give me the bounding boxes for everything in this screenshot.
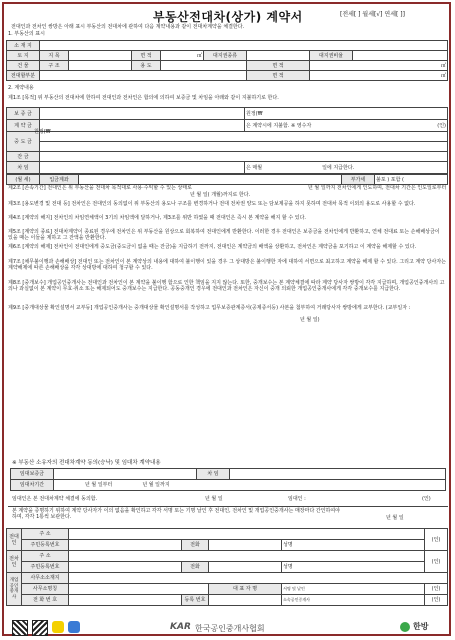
rent-note: 은 매월: [246, 164, 263, 171]
land-area-unit[interactable]: ㎡: [161, 51, 204, 61]
lessor-rrn-label: 주민등록번호: [22, 540, 69, 551]
app-icon[interactable]: [68, 621, 80, 633]
land-right-ratio-field[interactable]: [353, 51, 448, 61]
closing-date[interactable]: 년 월 일: [386, 515, 404, 521]
lease-period-label: 임대차기간: [11, 480, 54, 491]
lessor-address-label: 주 소: [22, 529, 69, 540]
contract-deposit-field[interactable]: [40, 120, 245, 132]
article-2-line3: 년 월 일( 개월)까지로 한다.: [190, 192, 251, 198]
consent-date[interactable]: 년 월 일: [205, 496, 223, 502]
use-field[interactable]: [161, 61, 247, 71]
affiliated-agent-label: 소속공인중개사: [283, 597, 311, 602]
lessor-phone-field[interactable]: [209, 540, 282, 551]
lessee-name-field: [282, 562, 425, 573]
lessee-address-label: 주 소: [22, 551, 69, 562]
article-9: 제9조 [중개대상물 확인설명서 교부등] 개업공인중개사는 중개대상물 확인설명서를 작성하고 업무보증관계증서(공제증서등) 사본을 첨부하여 거래당사자 쌍방에게 교부한다. (교부일자 :: [8, 305, 411, 311]
intro-text: 전대인과 전차인 쌍방은 아래 표시 부동산의 전대차에 관하여 다음 계약내용과 같이 전대차계약을 체결한다.: [11, 24, 245, 30]
bank-account-label: 입금계좌: [40, 175, 79, 185]
lessor-rrn-field[interactable]: [69, 540, 182, 551]
lessee-rrn-label: 주민등록번호: [22, 562, 69, 573]
structure-field[interactable]: [69, 61, 132, 71]
closing-statement: 본 계약을 증명하기 위하여 계약 당사자가 이의 없음을 확인하고 각각 서명 또는 기명 날인 후 전대인, 전차인 및 개업공인중개사는 매장마다 간인하여야 하며, 각각 1통씩 보관한다.: [12, 508, 341, 521]
land-right-ratio-label: 대지권비율: [310, 51, 353, 61]
deposit-field[interactable]: [40, 108, 245, 120]
contract-deposit-label: 계 약 금: [7, 120, 40, 132]
representative-label: 대 표 자 명: [209, 584, 282, 595]
article-6: 제6조 [계약의 해제] 전차인이 전대인에게 중도금(중도금이 없을 때는 잔금)을 지급하기 전까지, 전대인은 계약금의 배액을 상환하고, 전차인은 계약금을 포기하고 이 계약을 해제할 수 있다.: [8, 244, 417, 250]
land-category-field[interactable]: [69, 51, 132, 61]
contract-type-options[interactable]: [전세[ ] 월세[√] 연세[ ]]: [340, 11, 405, 18]
land-area-label: 면 적: [132, 51, 161, 61]
bank-account-field[interactable]: [79, 175, 342, 185]
article-3: 제3조 [용도변경 및 전대 등] 전차인은 전대인의 동의없이 위 부동산의 용도나 구조를 변경하거나 전대 전차권 양도 또는 담보제공을 하지 못하며 전대차 목적 이외의 용도로 사용할 수 없다.: [8, 201, 416, 207]
article-5: 제5조 [계약의 종료] 전대차계약이 종료된 경우에 전차인은 위 부동산을 원상으로 회복하여 전대인에게 반환한다. 이러한 경우 전대인은 보증금을 전차인에게 반환하고, 연체 전대료 또는 손해배상금이 있을 때는 이들을 제하고 그 잔액을 반환한다.: [8, 229, 440, 242]
balance-field[interactable]: [40, 152, 448, 162]
lessee-seal[interactable]: (인): [425, 551, 448, 573]
sublease-part-label: 전대할부분: [7, 71, 40, 81]
agent-label: 개업공인중개사: [7, 573, 22, 606]
building-label: 건 물: [7, 61, 40, 71]
deposit-unit: 원정(₩: [245, 108, 448, 120]
receiver-seal[interactable]: (인): [437, 122, 446, 129]
balance-label: 잔 금: [7, 152, 40, 162]
sublease-area-label: 면 적: [247, 71, 310, 81]
lessee-phone-label: 전화: [182, 562, 209, 573]
lessor-consent-seal[interactable]: (인): [422, 496, 431, 502]
qr-code-icon[interactable]: [12, 620, 28, 636]
interim-label: 중 도 금: [7, 132, 40, 152]
location-field[interactable]: [40, 41, 448, 51]
sub-deposit-field[interactable]: [54, 469, 197, 480]
vat-label: 부가세: [342, 175, 375, 185]
sublease-area-unit[interactable]: ㎡: [310, 71, 448, 81]
lessee-phone-field[interactable]: [209, 562, 282, 573]
lessor-consent-label: 임대인 :: [288, 496, 306, 502]
article-4: 제4조 [계약의 해지] 전차인의 차임연체액이 3기의 차임액에 달하거나, 제3조를 위반 하였을 때 전대인은 즉시 본 계약을 해지 할 수 있다.: [8, 215, 306, 221]
consent-table: [10, 468, 446, 491]
office-address-field[interactable]: [69, 573, 448, 584]
location-label: 소 재 지: [7, 41, 40, 51]
building-area-label: 면 적: [247, 61, 310, 71]
land-label: 토 지: [7, 51, 40, 61]
registration-field[interactable]: [209, 595, 282, 606]
office-name-label: 사무소명칭: [22, 584, 69, 595]
article-7: 제7조 [채무불이행과 손해배상] 전대인 또는 전차인이 본 계약상의 내용에 대하여 불이행이 있을 경우 그 상대방은 불이행한 자에 대하여 서면으로 최고하고 계약을 해제 할 수 있다. 그리고 계약 당사자는 계약해제에 따른 손해배상을 각각 상대방에 대하여 청구할 수 있다.: [8, 259, 446, 272]
document-title: 부동산전대차(상가) 계약서: [153, 10, 303, 24]
representative-seal[interactable]: (인): [425, 584, 448, 595]
section2-heading: 2. 계약내용: [8, 85, 34, 91]
article-2-line2: 년 월 일까지 전차인에게 인도하며, 전대차 기간은 인도일로부터: [308, 185, 447, 191]
signature-label: 서명 및 날인: [283, 586, 305, 591]
article-9-date: 년 월 일): [300, 317, 320, 323]
office-name-field[interactable]: [69, 584, 209, 595]
article-2-line1: 제2조 [존속기간] 전대인은 위 부동산을 전대차 목적대로 사용·수익할 수 있는 상태로: [8, 185, 192, 191]
registration-label: 등록 번호: [182, 595, 209, 606]
kar-logo: KAR: [170, 622, 191, 632]
building-area-unit[interactable]: ㎡: [310, 61, 448, 71]
consent-heading: ※ 부동산 소유자의 전대차계약 동의(승낙) 및 임대차 계약내용: [12, 460, 161, 466]
land-right-type-field[interactable]: [247, 51, 310, 61]
qr-code-icon-2[interactable]: [32, 620, 48, 636]
interim-field-1[interactable]: [40, 132, 448, 142]
lease-period-to[interactable]: 년 월 일까지: [142, 482, 170, 488]
sub-rent-field[interactable]: [230, 469, 446, 480]
office-phone-label: 전 화 번 호: [22, 595, 69, 606]
land-right-type-label: 대지권종류: [204, 51, 247, 61]
section1-heading: 1. 부동산의 표시: [8, 31, 45, 37]
interim-field-2[interactable]: [40, 142, 448, 152]
sublease-part-field[interactable]: [40, 71, 247, 81]
article-8: 제8조 [중개보수] 개업공인중개사는 전대인과 전차인이 본 계약을 불이행 함으로 인한 책임을 지지 않는다. 또한, 중개보수는 본 계약체결에 따라 계약 당사자 쌍방이 각각 지급하며, 개업공인중개사의 고의나 과실없이 본 계약이 무효·취소 또는 해제되어도 중개보수는 지급한다. 공동중개인 경우에 전대인과 전차인은 자신이 중개 의뢰한 개업공인중개사에게 각각 중개보수를 지급한다.: [8, 280, 445, 293]
vat-excluded-option[interactable]: 불포 ): [376, 176, 390, 183]
receiver-label: ※ 영수자: [291, 122, 312, 129]
rent-unit: 원정(₩: [34, 129, 51, 135]
hanbang-logo-icon: [400, 622, 410, 632]
kakao-icon[interactable]: [52, 621, 64, 633]
consent-statement: 임대인은 본 전대차계약 체결에 동의함.: [12, 496, 98, 502]
lessee-name-label: 성명: [283, 564, 293, 570]
rent-label: 차 임: [7, 162, 40, 174]
lessee-rrn-field[interactable]: [69, 562, 182, 573]
parties-table: [6, 528, 448, 606]
sub-rent-label: 차 임: [197, 469, 230, 480]
lessor-phone-label: 전화: [182, 540, 209, 551]
rent-pay-text: 일에 지급한다.: [322, 164, 355, 171]
lessor-name-field: [282, 540, 425, 551]
lessor-name-label: 성명: [283, 542, 293, 548]
article-1: 제1조 [목적] 위 부동산의 전대차에 한하여 전대인과 전차인은 합의에 의하여 보증금 및 차임을 아래와 같이 지불하기로 한다.: [8, 95, 279, 101]
payment-table: [6, 107, 448, 174]
lessee-address-field[interactable]: [69, 551, 425, 562]
office-phone-field[interactable]: [69, 595, 182, 606]
property-table: [6, 40, 448, 81]
monthly-label: (월 세): [7, 175, 40, 185]
lessee-label: 전차인: [7, 551, 22, 573]
bank-table: [6, 174, 448, 185]
sub-deposit-label: 임대보증금: [11, 469, 54, 480]
lessor-label: 전대인: [7, 529, 22, 551]
association-name: 한국공인중개사협회: [195, 624, 265, 633]
vat-included-option[interactable]: 포함 (: [390, 176, 404, 183]
lease-period-from[interactable]: 년 월 일부터: [85, 482, 113, 488]
contract-deposit-note: 은 계약시에 지불함.: [246, 122, 290, 129]
lessor-seal[interactable]: (인): [425, 529, 448, 551]
land-category-label: 지 목: [40, 51, 69, 61]
structure-label: 구 조: [40, 61, 69, 71]
deposit-label: 보 증 금: [7, 108, 40, 120]
use-label: 용 도: [132, 61, 161, 71]
affiliated-agent-seal[interactable]: (인): [425, 595, 448, 606]
lessor-address-field[interactable]: [69, 529, 425, 540]
hanbang-brand: 한방: [413, 622, 429, 631]
office-address-label: 사무소소재지: [22, 573, 69, 584]
rent-field[interactable]: [40, 162, 245, 174]
